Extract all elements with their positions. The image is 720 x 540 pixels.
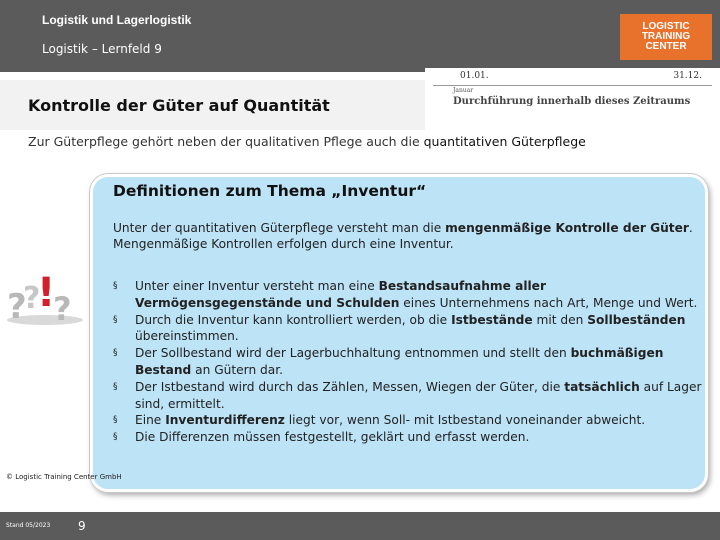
text-seg: übereinstimmen.: [135, 329, 239, 344]
company-logo: [620, 14, 712, 60]
course-title: Logistik und Lagerlogistik: [42, 13, 192, 27]
text-seg: Der Sollbestand wird der Lagerbuchhaltung entnommen und stellt den: [135, 346, 571, 361]
definition-intro-seg: Unter der quantitativen Güterpflege versteht man die: [113, 221, 446, 235]
text-seg: auf Lager sind, ermittelt.: [135, 379, 702, 411]
bullet-symbol: §: [113, 415, 118, 426]
text-seg: eines Unternehmens nach Art, Menge und Wert.: [399, 295, 698, 310]
text-seg: Istbestände: [451, 312, 533, 327]
logo-line-1: LOGISTIC: [642, 21, 690, 32]
timeline-small-label: Januar: [453, 87, 474, 94]
intro-text: [28, 134, 586, 149]
header-bar: [0, 0, 720, 72]
svg-text:?: ?: [23, 281, 41, 316]
course-subtitle: Logistik – Lernfeld 9: [42, 42, 162, 56]
timeline-graphic: [425, 68, 720, 114]
text-seg: Sollbeständen: [587, 312, 686, 327]
bullet-symbol: §: [113, 281, 118, 291]
page-number: 9: [78, 519, 86, 533]
bullet-symbol: §: [113, 381, 118, 392]
question-exclamation-icon: [5, 268, 85, 326]
text-seg: Unter einer Inventur versteht man eine: [135, 279, 379, 293]
text-seg: Die Differenzen müssen festgestellt, geklärt und erfasst werden.: [135, 430, 530, 445]
svg-text:?: ?: [7, 287, 27, 326]
text-seg: liegt vor, wenn Soll- mit Istbestand voneinander abweicht.: [284, 413, 646, 428]
list-item: [113, 345, 703, 379]
timeline-end: 31.12.: [673, 71, 702, 81]
intro-prefix: Zur Güterpflege gehört neben der qualitativen Pflege auch die: [28, 134, 424, 149]
svg-text:!: !: [37, 270, 56, 316]
version-stand: Stand 05/2023: [6, 522, 51, 529]
text-seg: Der Istbestand wird durch das Zählen, Messen, Wiegen der Güter, die: [135, 379, 565, 394]
text-seg: Bestandsaufnahme aller Vermögensgegenstände und Schulden: [135, 279, 546, 310]
text-seg: tatsächlich: [564, 379, 640, 394]
definition-intro-seg: mengenmäßige Kontrolle der Güter: [445, 221, 689, 235]
text-seg: mit den: [532, 312, 588, 327]
text-seg: Inventurdifferenz: [165, 413, 285, 428]
timeline-label: Durchführung innerhalb dieses Zeitraums: [453, 96, 691, 107]
svg-text:?: ?: [53, 290, 72, 326]
list-item: [113, 429, 703, 446]
logo-line-3: CENTER: [645, 41, 687, 52]
definition-box-title: Definitionen zum Thema „Inventur“: [113, 182, 427, 200]
list-item: [113, 312, 703, 346]
copyright: © Logistic Training Center GmbH: [6, 473, 122, 481]
definition-intro: [113, 220, 703, 252]
bullet-symbol: §: [113, 348, 118, 359]
text-seg: Durch die Inventur kann kontrolliert werden, ob die: [135, 312, 452, 327]
bullet-symbol: §: [113, 432, 118, 443]
timeline-start: 01.01.: [460, 71, 489, 81]
list-item: [113, 412, 703, 429]
definition-intro-seg: . Mengenmäßige Kontrollen erfolgen durch eine Inventur.: [113, 221, 693, 251]
text-seg: Eine: [135, 413, 166, 428]
intro-emphasis: quantitativen Güterpflege: [423, 134, 586, 149]
footer-bar: [0, 512, 720, 540]
list-item: [113, 379, 703, 413]
text-seg: an Gütern dar.: [191, 362, 284, 377]
timeline-line: [433, 85, 712, 86]
list-item: [113, 278, 703, 312]
page-title: Kontrolle der Güter auf Quantität: [28, 96, 330, 115]
logo-line-2: TRAINING: [641, 31, 691, 42]
bullet-symbol: §: [113, 314, 118, 325]
definition-list: [113, 278, 703, 446]
copyright-notice: Jede Art der Vervielfältigung ist nur mit Genehmigung des Logistic Training Centers gestattet.: [6, 505, 241, 511]
text-seg: buchmäßigen Bestand: [135, 346, 664, 377]
